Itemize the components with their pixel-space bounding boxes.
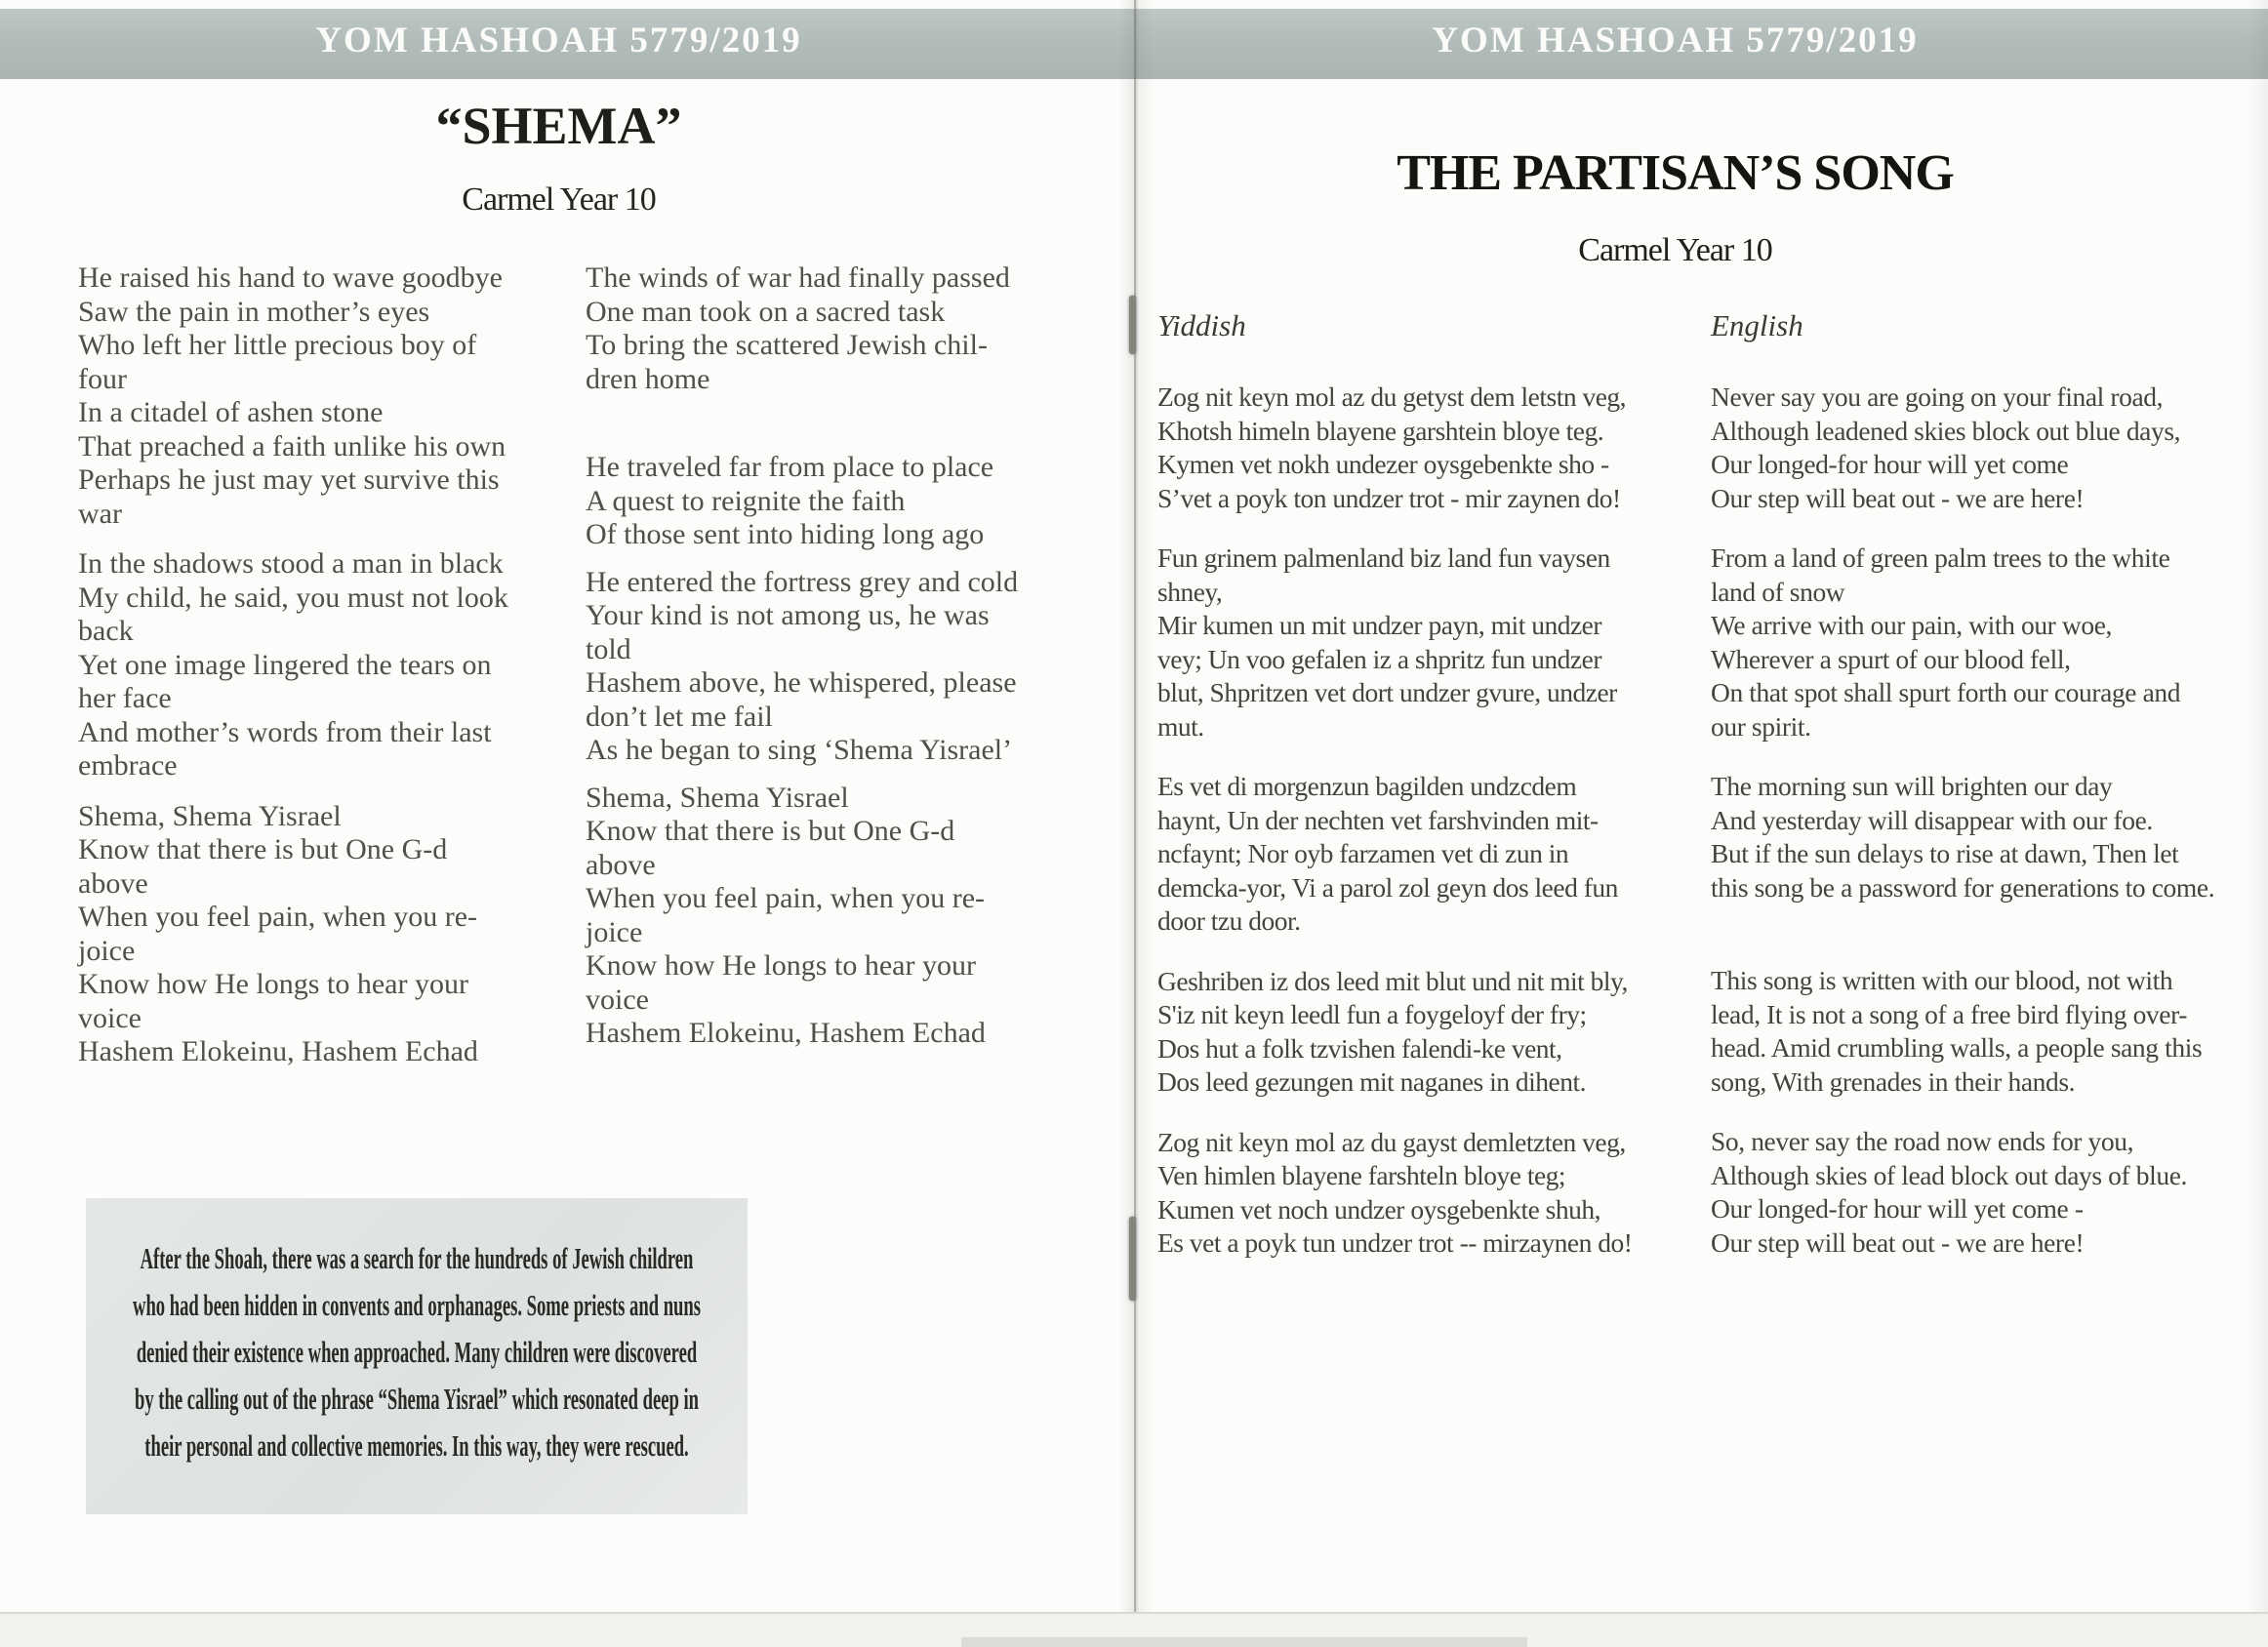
staple-top [1129,296,1136,354]
poem-line: Know how He longs to hear your [586,949,976,982]
poem-line: war [78,497,122,530]
poem-line: In the shadows stood a man in black [78,547,504,580]
poem-line: voice [78,1001,142,1034]
poem-line: My child, he said, you must not look [78,581,508,614]
stanza [1711,381,2263,515]
poem-line: joice [78,934,136,967]
stanza [586,451,1054,552]
shema-poem-column-2 [586,261,1054,1065]
poem-line: this song be a password for generations to come. [1711,871,2215,903]
stanza [1157,381,1689,515]
poem-line: A quest to reignite the faith [586,484,906,517]
poem-line: Zog nit keyn mol az du getyst dem letstn veg, [1157,382,1627,412]
footnote-box [86,1198,748,1514]
poem-line: head. Amid crumbling walls, a people sang this [1711,1032,2203,1063]
poem-line: Zog nit keyn mol az du gayst demletzten veg, [1157,1126,1626,1157]
poem-line: S’vet a poyk ton undzer trot - mir zaynen do! [1157,482,1621,513]
stanza [1711,964,2263,1099]
poem-line: Ven himlen blayene farshteln bloye teg; [1157,1160,1566,1190]
poem-line: He raised his hand to wave goodbye [78,261,503,294]
poem-line: Our step will beat out - we are here! [1711,1226,2085,1258]
poem-line: Who left her little precious boy of [78,329,477,361]
poem-line: Kumen vet noch undzer oysgebenkte shuh, [1157,1193,1600,1225]
poem-line: lead, It is not a song of a free bird flying over- [1711,998,2188,1029]
stanza [1157,965,1689,1100]
left-page-header-title: YOM HASHOAH 5779/2019 [315,20,802,60]
poem-line: Dos hut a folk tzvishen falendi-ke vent, [1157,1032,1562,1064]
left-page-title: “SHEMA” [435,97,682,155]
poem-line: Of those sent into hiding long ago [586,518,985,550]
poem-line: On that spot shall spurt forth our courage and [1711,677,2181,707]
poem-line: above [78,866,148,900]
page-right-edge-shade [2247,0,2268,1612]
poem-line: This song is written with our blood, not with [1711,965,2173,995]
stanza [1711,542,2263,743]
text-line: After the Shoah, there was a search for the hundreds of Jewish children [140,1241,694,1275]
poem-line: Kymen vet nokh undezer oysgebenkte sho - [1157,449,1609,479]
poem-line: Know that there is but One G-d [78,833,448,865]
poem-line: Our longed-for hour will yet come [1711,449,2069,479]
poem-line: When you feel pain, when you re- [586,882,986,914]
poem-line: But if the sun delays to rise at dawn, Then let [1711,838,2179,868]
stanza [1711,770,2263,904]
poem-line: We arrive with our pain, with our woe, [1711,610,2113,640]
right-page-title: THE PARTISAN’S SONG [1397,145,1954,201]
stanza [586,566,1054,768]
poem-line: back [78,615,134,647]
left-page-subtitle: Carmel Year 10 [462,181,656,218]
poem-line: Geshriben iz dos leed mit blut und nit mit bly, [1157,965,1628,996]
poem-line: Fun grinem palmenland biz land fun vaysen [1157,542,1610,573]
poem-line: That preached a faith unlike his own [78,429,506,462]
poem-line: When you feel pain, when you re- [78,901,478,933]
text-line: by the calling out of the phrase “Shema Yisrael” which resonated deep in [134,1382,699,1416]
stanza [78,547,571,783]
poem-line: Know how He longs to hear your [78,968,468,1000]
poem-line: And mother’s words from their last [78,715,492,748]
poem-line: embrace [78,749,178,782]
poem-line: Shema, Shema Yisrael [78,799,342,832]
poem-line: From a land of green palm trees to the white [1711,542,2170,573]
poem-line: told [586,632,631,665]
poem-line: ncfaynt; Nor oyb farzamen vet di zun in [1157,838,1569,868]
poem-line: don’t let me fail [586,700,773,733]
poem-line: Our longed-for hour will yet come - [1711,1193,2084,1224]
poem-line: S'iz nit keyn leedl fun a foygeloyf der fry; [1157,999,1587,1029]
poem-line: Your kind is not among us, he was [586,599,990,631]
poem-line: haynt, Un der nechten vet farshvinden mit- [1157,804,1599,835]
poem-line: And yesterday will disappear with our foe. [1711,804,2153,835]
poem-line: Our step will beat out - we are here! [1711,482,2085,513]
text-line: who had been hidden in convents and orphanages. Some priests and nuns [133,1288,701,1322]
poem-line: Dos leed gezungen mit naganes in dihent. [1157,1066,1586,1097]
scan-bottom-sliver [961,1637,1527,1647]
poem-line: door tzu door. [1157,905,1301,936]
poem-line: demcka-yor, Vi a parol zol geyn dos leed fun [1157,871,1618,903]
poem-line: To bring the scattered Jewish chil- [586,329,988,361]
poem-line: The morning sun will brighten our day [1711,771,2113,801]
staple-bottom [1129,1217,1136,1301]
poem-line: dren home [586,362,710,395]
poem-line: Know that there is but One G-d [586,815,955,847]
poem-line: voice [586,983,649,1016]
poem-line: He traveled far from place to place [586,451,994,483]
poem-line: Saw the pain in mother’s eyes [78,295,430,328]
footnote-text [86,1235,748,1469]
poem-line: Es vet di morgenzun bagilden undzcdem [1157,771,1577,801]
stanza [586,261,1054,396]
poem-line: her face [78,682,172,714]
poem-line: land of snow [1711,576,1845,607]
poem-line: song, With grenades in their hands. [1711,1065,2076,1097]
poem-line: Shema, Shema Yisrael [586,781,849,814]
poem-line: Khotsh himeln blayene garshtein bloye teg. [1157,415,1604,446]
poem-line: above [586,848,656,881]
poem-line: Hashem Elokeinu, Hashem Echad [78,1035,478,1067]
poem-line: Es vet a poyk tun undzer trot -- mirzaynen do! [1157,1227,1633,1258]
stanza [78,800,571,1069]
poem-line: joice [586,915,643,948]
poem-line: blut, Shpritzen vet dort undzer gvure, undzer [1157,677,1617,707]
stanza [586,782,1054,1051]
poem-line: shney, [1157,576,1223,607]
poem-line: Never say you are going on your final road, [1711,382,2164,412]
stanza [1157,542,1689,743]
poem-line: As he began to sing ‘Shema Yisrael’ [586,734,1013,766]
poem-line: four [78,362,127,395]
poem-line: Hashem Elokeinu, Hashem Echad [586,1017,986,1049]
stanza [1711,1125,2263,1260]
poem-line: Although leadened skies block out blue days, [1711,415,2181,446]
poem-line: Yet one image lingered the tears on [78,648,492,681]
partisan-song-yiddish-column [1157,381,1689,1287]
poem-line: Perhaps he just may yet survive this [78,463,500,496]
poem-line: He entered the fortress grey and cold [586,565,1019,598]
poem-line: The winds of war had finally passed [586,261,1010,294]
right-page-header-title: YOM HASHOAH 5779/2019 [1432,20,1919,60]
text-line: denied their existence when approached. Many children were discovered [136,1335,698,1369]
stanza [1157,1126,1689,1261]
poem-line: Wherever a spurt of our blood fell, [1711,643,2071,674]
stanza [78,261,571,531]
poem-line: One man took on a sacred task [586,295,946,328]
stanza [1157,770,1689,939]
english-column-header: English [1711,308,1803,342]
page-fold-line [1134,0,1136,1616]
yiddish-column-header: Yiddish [1157,308,1246,342]
poem-line: So, never say the road now ends for you, [1711,1126,2134,1156]
poem-line: vey; Un voo gefalen iz a shpritz fun undzer [1157,643,1601,674]
text-line: their personal and collective memories. In this way, they were rescued. [144,1428,689,1463]
poem-line: Hashem above, he whispered, please [586,666,1017,699]
page-fold-shadow [1118,0,1154,1616]
poem-line: Although skies of lead block out days of blue. [1711,1159,2187,1190]
poem-line: In a citadel of ashen stone [78,396,384,428]
partisan-song-english-column [1711,381,2263,1286]
poem-line: our spirit. [1711,710,1811,742]
poem-line: mut. [1157,710,1204,742]
shema-poem-column-1 [78,261,571,1086]
right-page-subtitle: Carmel Year 10 [1578,232,1772,268]
poem-line: Mir kumen un mit undzer payn, mit undzer [1157,610,1602,640]
